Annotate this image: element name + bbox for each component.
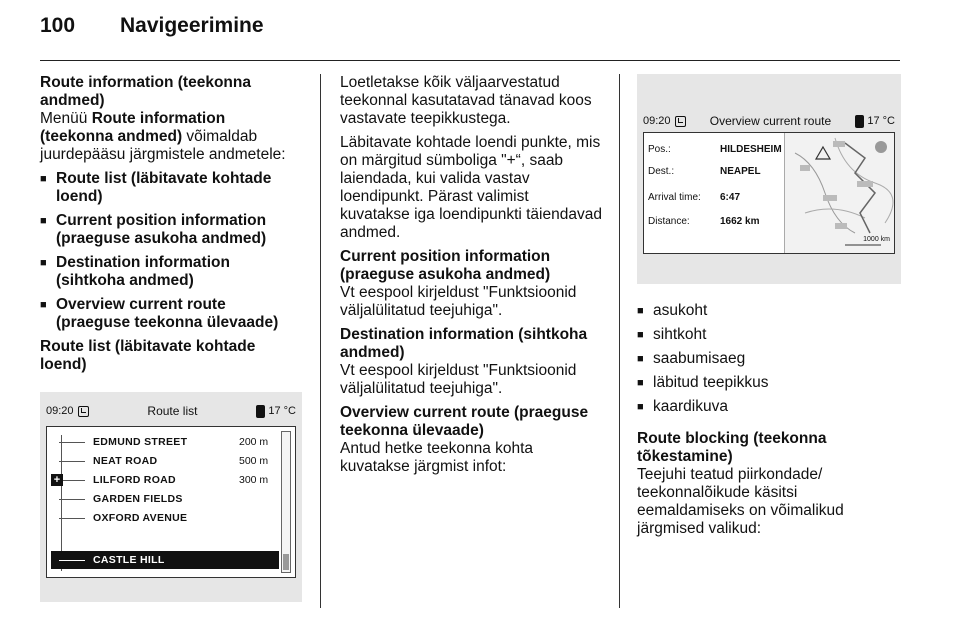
warning-icon: [816, 147, 830, 159]
column-divider: [320, 74, 321, 608]
intro-prefix: Menüü: [40, 110, 92, 127]
column-2: [340, 74, 602, 482]
info-value: 1662 km: [720, 216, 760, 227]
paragraph: Antud hetke teekonna kohta kuvatakse järgmist infot:: [340, 440, 534, 475]
info-label: Arrival time:: [648, 192, 701, 203]
overview-screenshot: [637, 74, 901, 284]
table-row[interactable]: [51, 490, 279, 508]
info-label: Distance:: [648, 216, 690, 227]
route-distance: 300 m: [239, 474, 269, 486]
paragraph: Loetletakse kõik väljaarvestatud teekonnal kasutatavad tänavad koos vastavate teepikkustega.: [340, 74, 592, 127]
screen-title: Overview current route: [709, 114, 832, 128]
route-street: GARDEN FIELDS: [93, 493, 183, 505]
paragraph: Vt eespool kirjeldust "Funktsioonid väljalülitatud teejuhiga".: [340, 362, 577, 397]
column-3: [637, 74, 901, 544]
clock-icon: [78, 406, 89, 417]
heading-route-information: Route information (teekonna andmed): [40, 74, 251, 109]
heading-route-list: Route list (läbitavate kohtade loend): [40, 338, 256, 373]
overview-info-list: [637, 302, 901, 416]
clock-icon: [675, 116, 686, 127]
screen-title: Route list: [147, 404, 198, 418]
scroll-thumb[interactable]: [283, 554, 289, 570]
info-label: Pos.:: [648, 144, 671, 155]
info-label: Dest.:: [648, 166, 675, 177]
list-item: ■ Route list (läbitavate kohtade loend): [40, 170, 302, 206]
route-information-list: [40, 170, 302, 332]
table-row[interactable]: [51, 433, 279, 451]
clock-time: 09:20: [643, 115, 671, 127]
intro-paragraph: [40, 110, 302, 164]
overview-panel: [643, 132, 895, 254]
list-item: ■ sihtkoht: [637, 326, 901, 344]
info-value: NEAPEL: [720, 166, 761, 177]
temperature: 17 °C: [867, 115, 895, 127]
list-item: ■ Overview current route (praeguse teekonna ülevaade): [40, 296, 302, 332]
list-item: ■ läbitud teepikkus: [637, 374, 901, 392]
list-item: ■ Destination information (sihtkoha andmed): [40, 254, 302, 290]
intro-suffix: võimaldab juurdepääsu järgmistele andmetele:: [40, 128, 286, 163]
thermometer-icon: [855, 115, 864, 128]
intro-bold: Route information (teekonna andmed): [40, 110, 226, 145]
route-list-screenshot: [40, 392, 302, 602]
page-number: 100: [40, 14, 76, 37]
screen-topbar: [46, 400, 296, 422]
map-scale: 1000 km: [863, 236, 890, 243]
heading-current-position: Current position information (praeguse asukoha andmed): [340, 248, 551, 283]
heading-destination: Destination information (sihtkoha andmed): [340, 326, 588, 361]
compass-icon: [875, 141, 887, 153]
section-title: Navigeerimine: [120, 14, 264, 37]
header-rule: [40, 60, 900, 61]
list-item: ■ Current position information (praeguse asukoha andmed): [40, 212, 302, 248]
table-row[interactable]: [51, 452, 279, 470]
paragraph: Vt eespool kirjeldust "Funktsioonid väljalülitatud teejuhiga".: [340, 284, 577, 319]
route-map[interactable]: [784, 133, 894, 253]
table-row-selected[interactable]: [51, 551, 279, 569]
heading-route-blocking: Route blocking (teekonna tõkestamine): [637, 430, 827, 465]
paragraph: Teejuhi teatud piirkondade/ teekonnalõikude käsitsi eemaldamiseks on võimalikud järgmised valikud:: [637, 466, 844, 537]
column-1: [40, 74, 302, 602]
info-value: 6:47: [720, 192, 741, 203]
scrollbar[interactable]: [281, 431, 291, 573]
route-list-panel: [46, 426, 296, 578]
heading-overview: Overview current route (praeguse teekonna ülevaade): [340, 404, 589, 439]
list-item: ■ asukoht: [637, 302, 901, 320]
route-distance: 200 m: [239, 436, 269, 448]
route-info: [644, 133, 784, 253]
table-row[interactable]: [51, 509, 279, 527]
paragraph: Läbitavate kohtade loendi punkte, mis on märgitud sümboliga "+“, saab laiendada, kui valida vastav loendipunkt. Pärast valimist kuvatakse iga loendipunkti täiendavad andmed.: [340, 134, 602, 241]
route-street: OXFORD AVENUE: [93, 512, 188, 524]
route-street: EDMUND STREET: [93, 436, 188, 448]
screen-topbar: [643, 112, 895, 130]
temperature: 17 °C: [268, 405, 296, 417]
route-street: NEAT ROAD: [93, 455, 158, 467]
info-value: HILDESHEIM: [720, 144, 782, 155]
route-street: CASTLE HILL: [93, 554, 165, 566]
column-divider: [619, 74, 620, 608]
table-row[interactable]: [51, 471, 279, 489]
route-distance: 500 m: [239, 455, 269, 467]
route-street: LILFORD ROAD: [93, 474, 176, 486]
page-header: [40, 14, 264, 54]
list-item: ■ kaardikuva: [637, 398, 901, 416]
list-item: ■ saabumisaeg: [637, 350, 901, 368]
thermometer-icon: [256, 405, 265, 418]
clock-time: 09:20: [46, 405, 74, 417]
expand-plus-icon[interactable]: +: [51, 474, 63, 486]
